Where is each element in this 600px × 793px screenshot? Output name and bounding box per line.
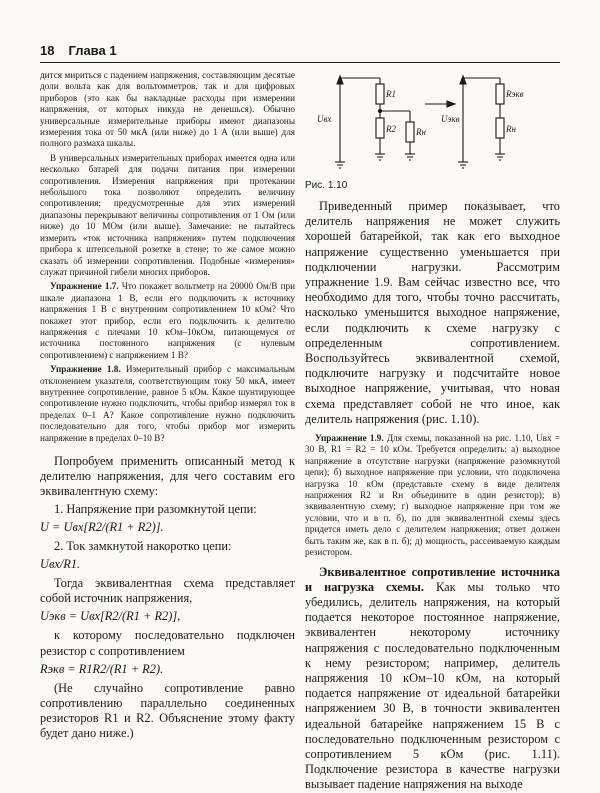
formula: U = Uвх[R2/(R1 + R2)]. [40,519,164,534]
paragraph: дится мириться с падением напряжения, составляющим десятые доли вольта как для вольтомметров, так и для цифровых приборов (это как бы накладные расходы при измерении напряжения, от которых никуда не денешься). Обычно универсальные измерительные приборы имеют диапазоны измерения тока от 50 мкА (или ниже) до 1 А (или выше) для полного размаха шкалы. [40,70,295,149]
section-heading: Эквивалентное сопротивление источника и нагрузка схемы. [305,564,560,594]
formula: Uвх/R1. [40,557,81,572]
page-number: 18 [40,43,55,58]
figure-1-10 [305,70,560,178]
exercise-heading: Упражнение 1.7. [50,281,119,292]
formula: Rэкв = R1R2/(R1 + R2). [40,661,164,676]
exercise-heading: Упражнение 1.9. [315,433,384,444]
chapter-title: Глава 1 [68,43,117,58]
label-rn: Rн [416,127,426,137]
exercise-text: Измерительный прибор с максимальным отклонением указателя, соответствующим току 50 мкА, имеет внутреннее сопротивление, равное 5 кОм. Какое шунтирующее сопротивление нужно подключить, чтобы прибор измерял ток в пределах 0–1 А? Какое сопротивление нужно подключить последовательно для того, чтобы прибор мог измерить напряжение в пределах 0–10 В? [40,364,295,443]
section-paragraph [305,565,560,793]
label-uekv: Uэкв [441,114,460,124]
paragraph: к которому последовательно подключен резистор с сопротивлением [40,628,295,658]
paragraph: Приведенный пример показывает, что делитель напряжения не может служить хорошей батарейкой, так как его выходное напряжение существенно уменьшается при подключении нагрузки. Рассмотрим упражнение 1.9. Вам сейчас известно все, что необходимо для того, чтобы точно рассчитать, насколько уменьшится выходное напряжение, если подключить к схеме нагрузку с определенным сопротивлением. Воспользуйтесь эквивалентной схемой, подключите нагрузку и подсчитайте новое выходное напряжение, учитывая, что новая схема представляет собой не что иное, как делитель напряжения (рис. 1.10). [305,199,560,426]
exercise-heading: Упражнение 1.8. [50,364,121,375]
figure-caption: Рис. 1.10 [305,180,348,191]
exercise-text: Для схемы, показанной на рис. 1.10, Uвх = 30 В, R1 = R2 = 10 кОм. Требуется определить: а) выходное напряжение в отсутствие нагрузки (напряжение разомкнутой цепи); б) выходное напряжение при условии, что подключена нагрузка 10 кОм (представьте схему в виде делителя напряжения R2 и Rн объедините в один резистор); в) эквивалентную схему; г) выходное напряжение при том же условии, что и в п. б), по для эквивалентной схемы здесь придется иметь дело с делителем напряжения; ответ должен быть таким же, как в п. б); д) мощность, рассеиваемую каждым резистором. [305,433,560,558]
label-r2: R2 [386,124,396,134]
left-column [40,70,295,740]
formula: Uэкв = Uвх[R2/(R1 + R2)], [40,609,181,624]
label-rekv: Rэкв [506,89,524,99]
exercise-1-8 [40,364,295,444]
header-rule [40,62,560,63]
label-r1: R1 [386,89,396,99]
paragraph: Тогда эквивалентная схема представляет собой источник напряжения, [40,576,295,606]
list-item: 1. Напряжение при разомкнутой цепи: [54,501,257,516]
paragraph: Попробуем применить описанный метод к делителю напряжения, для чего составим его эквивалентную схему: [40,454,295,499]
label-uvx: Uвх [317,114,332,124]
section-text: Как мы только что убедились, делитель напряжения, на который подается некоторое постоянное напряжение, эквивалентен некоторому источнику напряжения с последовательно подключенным к нему резистором; например, делитель напряжения 10 кОм–10 кОм, на который подается напряжение от идеальной батарейки напряжением 30 В, в точности эквивалентен идеальной батарейке напряжением 15 В с последовательно подключенным резистором с сопротивлением 5 кОм (рис. 1.11). Подключение резистора в качестве нагрузки вызывает падение напряжения на выходе [305,579,560,792]
exercise-1-7 [40,281,295,361]
paragraph: В универсальных измерительных приборах имеется одна или несколько батарей для подачи питания при измерении сопротивления. Измерения напряжения при протекании небольшого тока позволяют определить величину сопротивления; предусмотренные для этих измерений диапазоны перекрывают величины сопротивления от 1 Ом (или ниже) до 10 МОм (или выше). Замечание: не пытайтесь измерить «ток источника напряжения» путем подключения прибора к штепсельной розетке в стене; то же самое можно сказать об измерении сопротивления. Подобные «измерения» служат причиной гибели многих приборов. [40,152,295,277]
list-item: 2. Ток замкнутой накоротко цепи: [54,538,232,553]
right-column [305,70,560,792]
exercise-text: Что покажет вольтметр на 20000 Ом/В при шкале диапазона 1 В, если его подключить к источнику напряжения 1 В с внутренним сопротивлением 10 кОм? Что покажет этот прибор, если его подключить к делителю напряжения с плечами 10 кОм–10кОм, питающемуся от источника постоянного напряжения (с нулевым сопротивлением) с напряжением 1 В? [40,281,296,360]
paragraph: (Не случайно сопротивление равно сопротивлению параллельно соединенных резисторов R1 и R2. Объяснение этому факту будет дано ниже.) [40,680,295,741]
exercise-1-9 [305,433,560,558]
page-header [40,42,560,64]
circuit-diagram [305,70,560,178]
label-rn-2: Rн [506,124,516,134]
